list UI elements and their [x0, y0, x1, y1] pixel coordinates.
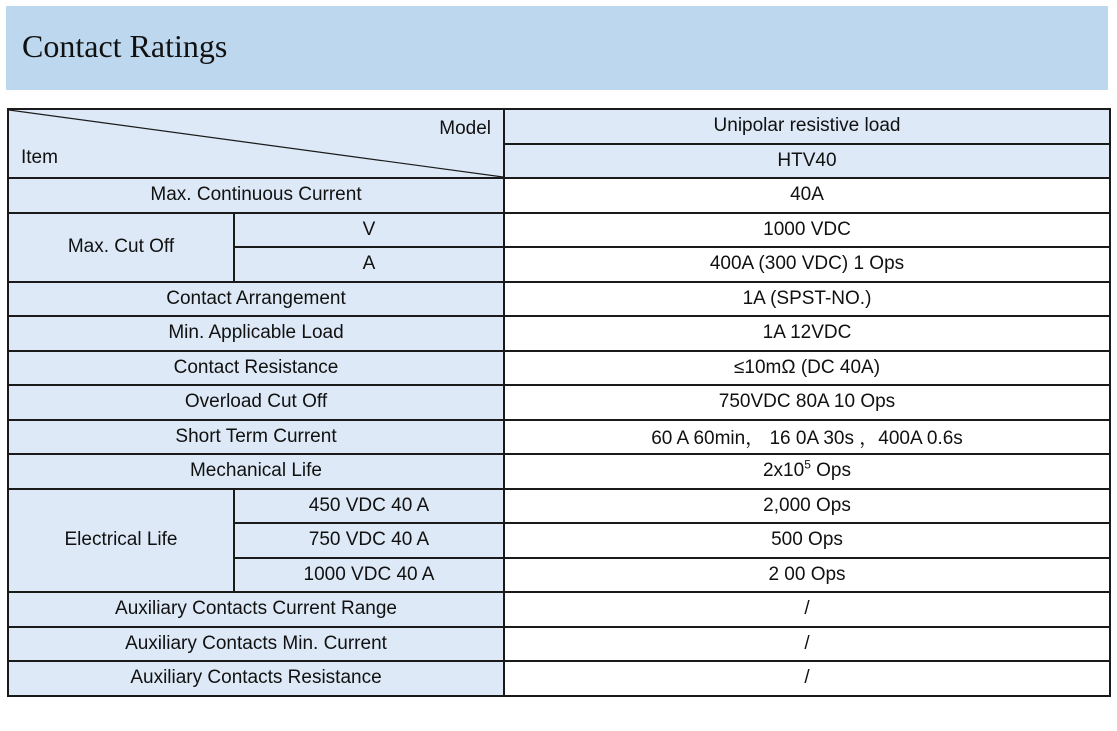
table-row	[8, 661, 1110, 696]
row-sublabel: 1000 VDC 40 A	[234, 558, 504, 593]
mechanical-life-exponent: 5	[804, 457, 811, 472]
row-value: 1A 12VDC	[504, 316, 1110, 351]
load-type-header: Unipolar resistive load	[504, 109, 1110, 144]
row-label: Contact Resistance	[8, 351, 504, 386]
row-label: Contact Arrangement	[8, 282, 504, 317]
table-row	[8, 351, 1110, 386]
row-value: 400A (300 VDC) 1 Ops	[504, 247, 1110, 282]
table-row	[8, 420, 1110, 455]
row-value	[504, 454, 1110, 489]
row-label: Auxiliary Contacts Resistance	[8, 661, 504, 696]
row-label: Max. Cut Off	[8, 213, 234, 282]
row-sublabel: 450 VDC 40 A	[234, 489, 504, 524]
table-row	[8, 592, 1110, 627]
table-row	[8, 385, 1110, 420]
table-row	[8, 282, 1110, 317]
row-value: 2,000 Ops	[504, 489, 1110, 524]
table-row	[8, 213, 1110, 248]
contact-ratings-table	[7, 108, 1111, 697]
row-value: 2 00 Ops	[504, 558, 1110, 593]
row-label: Max. Continuous Current	[8, 178, 504, 213]
row-value: /	[504, 661, 1110, 696]
row-label: Mechanical Life	[8, 454, 504, 489]
model-header-label: Model	[439, 118, 491, 139]
model-item-header-cell	[8, 109, 504, 178]
row-value: 1A (SPST-NO.)	[504, 282, 1110, 317]
row-value: /	[504, 627, 1110, 662]
model-name-header: HTV40	[504, 144, 1110, 179]
diagonal-divider	[9, 110, 503, 177]
row-sublabel: A	[234, 247, 504, 282]
row-value: 60 A 60min， 16 0A 30s ，400A 0.6s	[504, 420, 1110, 455]
row-label: Electrical Life	[8, 489, 234, 593]
section-title: Contact Ratings	[22, 28, 228, 64]
row-value: 1000 VDC	[504, 213, 1110, 248]
row-label: Short Term Current	[8, 420, 504, 455]
table-header-row	[8, 109, 1110, 144]
row-label: Overload Cut Off	[8, 385, 504, 420]
row-value: /	[504, 592, 1110, 627]
row-value: ≤10mΩ (DC 40A)	[504, 351, 1110, 386]
mechanical-life-base: 2x10	[762, 460, 805, 482]
table-row	[8, 178, 1110, 213]
row-label: Auxiliary Contacts Min. Current	[8, 627, 504, 662]
table-row	[8, 454, 1110, 489]
row-sublabel: 750 VDC 40 A	[234, 523, 504, 558]
table-row	[8, 489, 1110, 524]
table-row	[8, 316, 1110, 351]
row-value: 40A	[504, 178, 1110, 213]
item-header-label: Item	[21, 147, 58, 168]
section-title-bar	[6, 6, 1108, 90]
row-label: Min. Applicable Load	[8, 316, 504, 351]
row-value: 750VDC 80A 10 Ops	[504, 385, 1110, 420]
row-label: Auxiliary Contacts Current Range	[8, 592, 504, 627]
table-row	[8, 627, 1110, 662]
row-sublabel: V	[234, 213, 504, 248]
mechanical-life-unit: Ops	[810, 460, 851, 482]
row-value: 500 Ops	[504, 523, 1110, 558]
